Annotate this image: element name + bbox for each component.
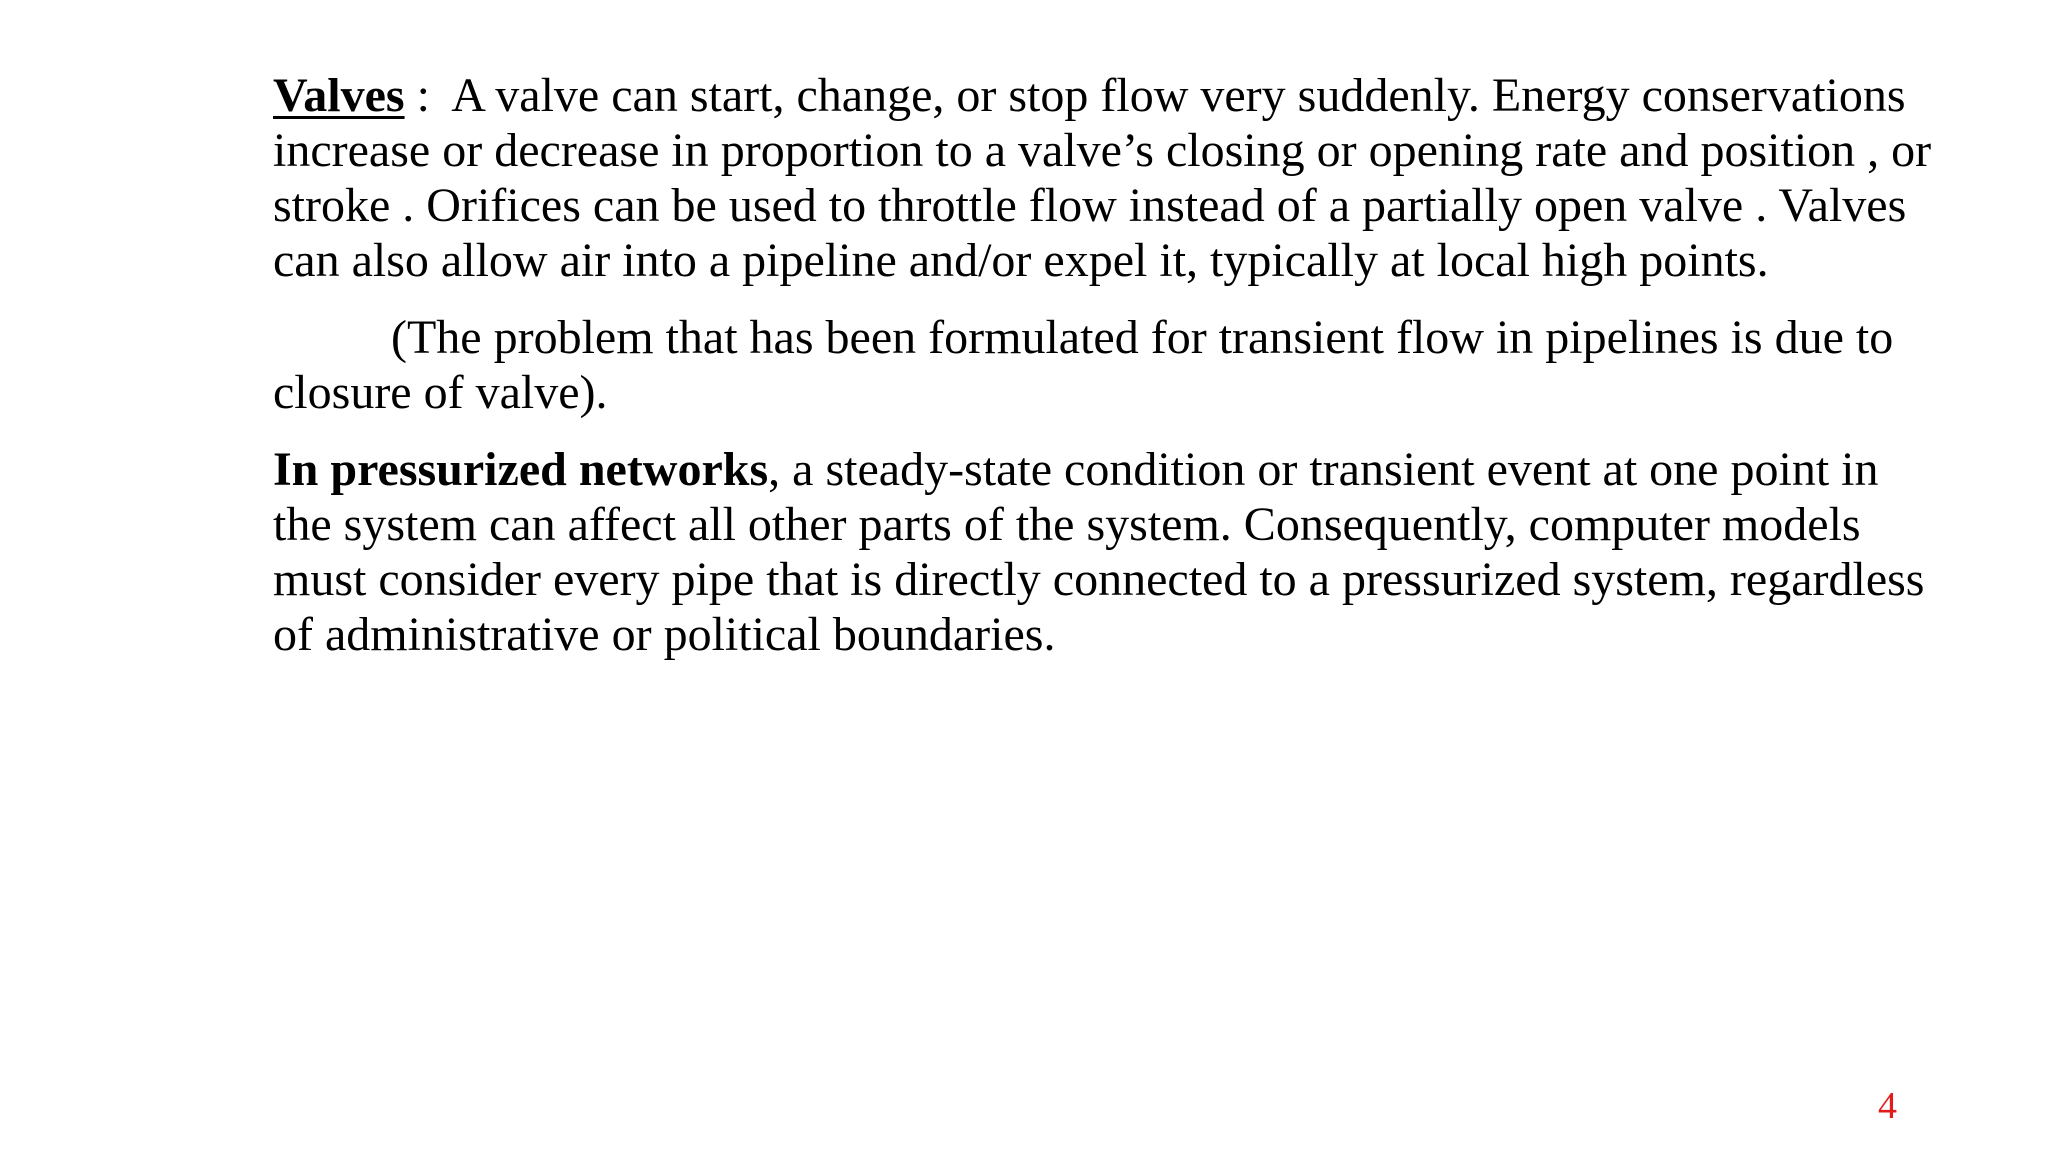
- valves-paragraph: [273, 68, 1933, 288]
- valves-text: A valve can start, change, or stop flow very suddenly. Energy conservations increase or decrease in proportion to a valve’s closing or opening rate and position , or stroke . Orifices can be used to throttle flow instead of a partially open valve . Valves can also allow air into a pipeline and/or expel it, typically at local high points.: [273, 69, 1932, 287]
- page-number: 4: [1878, 1085, 1897, 1127]
- valves-separator: :: [404, 69, 452, 122]
- problem-note-paragraph: [273, 310, 1933, 420]
- slide-body: [273, 68, 1933, 662]
- pressurized-networks-text: , a steady-state condition or transient event at one point in the system can affect all other parts of the system. Consequently, computer models must consider every pipe that is directly connected to a pressurized system, regardless of administrative or political boundaries.: [273, 443, 1925, 661]
- pressurized-networks-term: In pressurized networks: [273, 443, 769, 496]
- valves-term: Valves: [273, 69, 405, 122]
- problem-note-text: (The problem that has been formulated for transient flow in pipelines is due to closure of valve).: [273, 311, 1894, 419]
- pressurized-networks-paragraph: [273, 442, 1933, 662]
